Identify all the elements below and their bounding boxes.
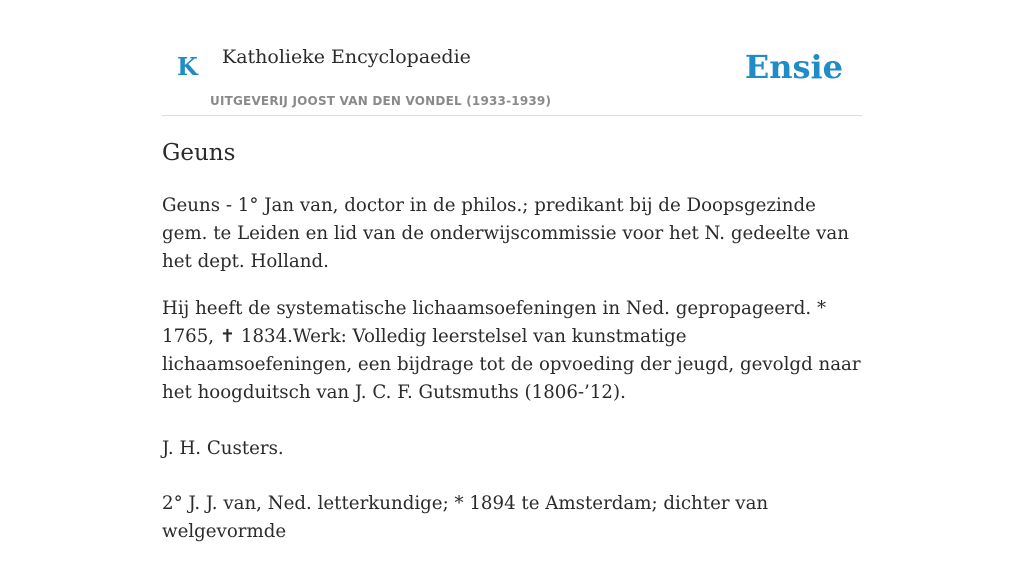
article-paragraph: 2° J. J. van, Ned. letterkundige; * 1894 te Amsterdam; dichter van welgevormde	[162, 493, 769, 542]
publisher-subtitle: UITGEVERIJ JOOST VAN DEN VONDEL (1933-1939)	[210, 94, 552, 108]
site-logo[interactable]: K	[177, 52, 198, 81]
article-paragraph: Geuns - 1° Jan van, doctor in de philos.; predikant bij de Doopsgezinde gem. te Leiden en lid van de onderwijscommissie voor het N. gedeelte van het dept. Holland.	[162, 195, 849, 272]
site-header	[162, 0, 862, 116]
ensie-brand-link[interactable]: Ensie	[744, 48, 843, 86]
article-title: Geuns	[162, 140, 236, 166]
author-signature: J. H. Custers.	[162, 438, 284, 459]
article-body	[162, 192, 862, 565]
site-title-link[interactable]: Katholieke Encyclopaedie	[222, 46, 471, 68]
article-paragraph: Hij heeft de systematische lichaamsoefeningen in Ned. gepropageerd. * 1765, ✝ 1834.Werk: Volledig leerstelsel van kunstmatige lichaamsoefeningen, een bijdrage tot de opvoeding der jeugd, gevolgd naar het hoogduitsch van J. C. F. Gutsmuths (1806-’12).	[162, 298, 861, 403]
page	[162, 0, 862, 542]
